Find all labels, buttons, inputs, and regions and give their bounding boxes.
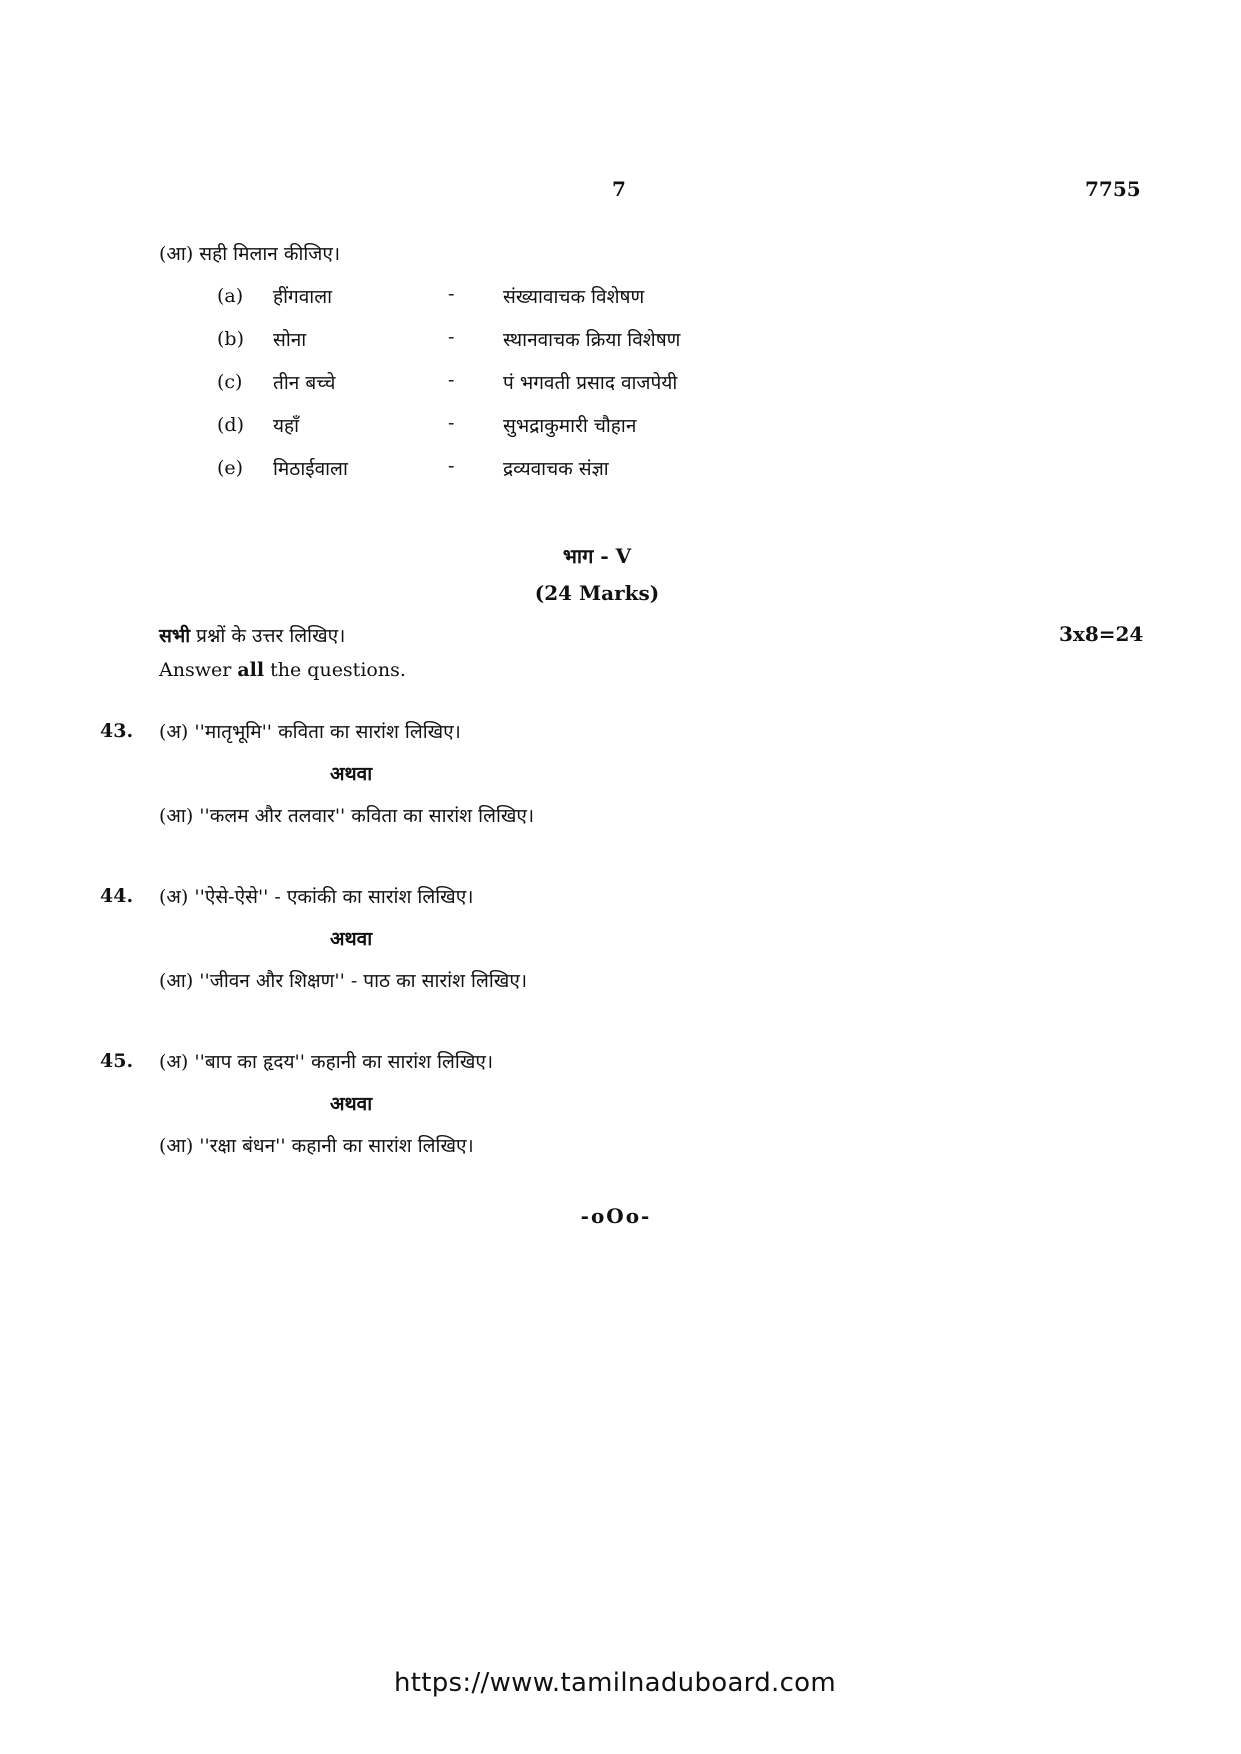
match-row-label: (c) — [217, 371, 243, 393]
match-row-dash: - — [448, 369, 455, 391]
paper-code: 7755 — [1085, 177, 1141, 201]
match-row-left: तीन बच्चे — [273, 372, 336, 394]
match-row-label: (d) — [217, 414, 244, 436]
match-row-label: (e) — [217, 457, 244, 479]
instruction-english — [159, 659, 406, 681]
or-label: अथवा — [330, 1093, 373, 1115]
question-option-a: (अ) ''बाप का हृदय'' कहानी का सारांश लिखिए। — [159, 1051, 494, 1073]
match-row-right: संख्यावाचक विशेषण — [503, 286, 645, 308]
question-option-b: (आ) ''कलम और तलवार'' कविता का सारांश लिखिए। — [159, 805, 535, 827]
question-number: 43. — [100, 720, 134, 742]
match-row-label: (b) — [217, 328, 244, 350]
match-row-dash: - — [448, 283, 455, 305]
or-label: अथवा — [330, 763, 373, 785]
instruction-hindi-rest: प्रश्नों के उत्तर लिखिए। — [190, 625, 346, 647]
marks-formula: 3x8=24 — [1059, 622, 1144, 646]
instruction-english-bold: all — [237, 659, 265, 681]
match-row-right: सुभद्राकुमारी चौहान — [503, 415, 637, 437]
match-row-dash: - — [448, 326, 455, 348]
section-marks: (24 Marks) — [534, 581, 660, 605]
match-row-dash: - — [448, 412, 455, 434]
question-option-b: (आ) ''जीवन और शिक्षण'' - पाठ का सारांश लिखिए। — [159, 970, 528, 992]
footer-url[interactable]: https://www.tamilnaduboard.com — [393, 1668, 837, 1698]
instruction-english-part: the questions. — [264, 659, 406, 681]
instruction-hindi — [159, 622, 345, 648]
or-label: अथवा — [330, 928, 373, 950]
match-row-dash: - — [448, 455, 455, 477]
match-row-right: द्रव्यवाचक संज्ञा — [503, 458, 609, 480]
page-number: 7 — [612, 177, 626, 201]
match-row-label: (a) — [217, 285, 244, 307]
match-row-right: स्थानवाचक क्रिया विशेषण — [503, 329, 681, 351]
instruction-hindi-bold: सभी — [159, 625, 191, 647]
match-row-left: हींगवाला — [273, 286, 332, 308]
question-option-a: (अ) ''मातृभूमि'' कविता का सारांश लिखिए। — [159, 721, 461, 743]
question-number: 44. — [100, 885, 134, 907]
question-option-b: (आ) ''रक्षा बंधन'' कहानी का सारांश लिखिए। — [159, 1135, 474, 1157]
end-mark: -oOo- — [580, 1204, 652, 1228]
match-row-right: पं भगवती प्रसाद वाजपेयी — [503, 372, 678, 394]
match-row-left: मिठाईवाला — [273, 458, 348, 480]
match-row-left: यहाँ — [273, 415, 300, 437]
match-row-left: सोना — [273, 329, 307, 351]
instruction-english-part: Answer — [159, 659, 238, 681]
section-title: भाग - V — [562, 544, 632, 568]
match-prompt: (आ) सही मिलान कीजिए। — [159, 243, 341, 265]
question-number: 45. — [100, 1050, 134, 1072]
question-option-a: (अ) ''ऐसे-ऐसे'' - एकांकी का सारांश लिखिए। — [159, 886, 474, 908]
